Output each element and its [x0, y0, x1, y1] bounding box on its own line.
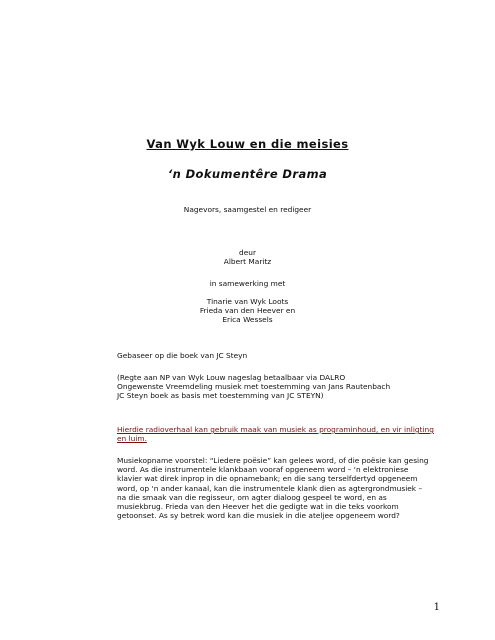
based-on-paragraph: Gebaseer op die boek van JC Steyn	[117, 351, 248, 360]
radio-note-line: Hierdie radioverhaal kan gebruik maak van musiek as programinhoud, en vir inligting	[117, 425, 434, 434]
collaborator-name: Erica Wessels	[222, 315, 273, 325]
music-line: musiekbrug. Frieda van den Heever het die gedigte wat in die teks voorkom	[117, 502, 399, 512]
radio-note-line: en luim.	[117, 434, 147, 444]
music-line: klavier wat direk inprop in die opnamebank; en die sang terselfdertyd opgeneem	[117, 474, 418, 484]
collaborator-name: Frieda van den Heever en	[199, 306, 296, 316]
music-line: word. As die instrumentele klankbaan vooraf opgeneem word – ‘n elektroniese	[117, 465, 409, 475]
radio-note-paragraph	[117, 425, 447, 443]
deur-label: deur	[239, 248, 256, 257]
samewerking-label: in samewerking met	[209, 279, 286, 288]
rights-line: Ongewenste Vreemdeling musiek met toestemming van Jans Rautenbach	[117, 382, 391, 392]
collaborator-name: Tinarie van Wyk Loots	[206, 297, 289, 306]
music-paragraph	[117, 456, 447, 520]
page-number: 1	[433, 602, 440, 613]
music-line: word, op ‘n ander kanaal, kan die instrumentele klank dien as agtergrondmusiek –	[117, 483, 423, 493]
rights-paragraph	[117, 373, 447, 401]
document-title: Van Wyk Louw en die meisies	[146, 137, 349, 151]
music-line: Musiekopname voorstel: “Liedere poësie” kan gelees word, of die poësie kan gesing	[117, 456, 429, 465]
author-name: Albert Maritz	[223, 257, 272, 267]
music-line: na die smaak van die regisseur, om agter dialoog gespeel te word, en as	[117, 492, 387, 502]
rights-line: JC Steyn boek as basis met toestemming van JC STEYN)	[117, 391, 324, 401]
collaborators-list	[0, 297, 495, 325]
credit-line: Nagevors, saamgestel en redigeer	[183, 205, 312, 214]
document-subtitle: ‘n Dokumentêre Drama	[167, 167, 328, 181]
music-line: getoonset. As sy betrek word kan die musiek in die ateljee opgeneem word?	[117, 511, 400, 521]
rights-line: (Regte aan NP van Wyk Louw nageslag betaalbaar via DALRO	[117, 373, 346, 382]
author-block	[0, 248, 495, 266]
